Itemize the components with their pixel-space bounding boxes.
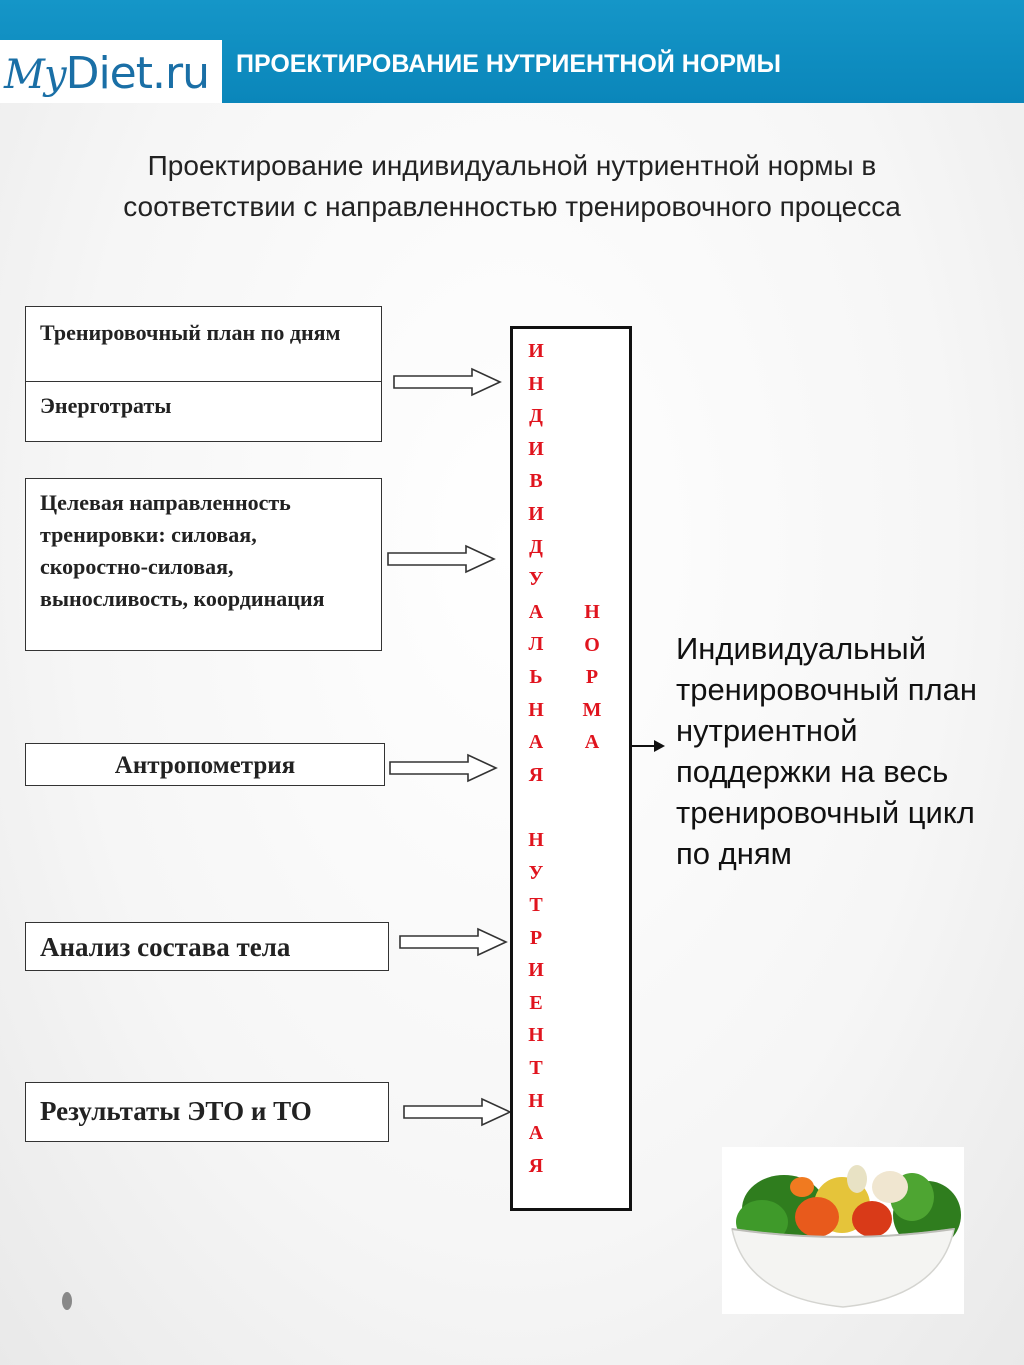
vertical-letter: И: [528, 959, 544, 982]
vertical-letter: Е: [529, 991, 543, 1014]
bullet-dot-icon: [62, 1292, 72, 1310]
vertical-letter: У: [528, 568, 544, 591]
training-focus-label: Целевая направленность тренировки: силовая, скоростно-силовая, выносливость, координация: [40, 490, 325, 611]
arrow-right-icon: [398, 926, 510, 958]
training-plan-label: Тренировочный план по дням: [40, 320, 341, 345]
site-logo[interactable]: [4, 46, 209, 102]
test-results-label: Результаты ЭТО и ТО: [40, 1096, 312, 1126]
result-text: Индивидуальный тренировочный план нутриентной поддержки на весь тренировочный цикл по дням: [676, 631, 977, 871]
vertical-letter: И: [528, 502, 544, 525]
vertical-letter: Н: [584, 601, 600, 623]
vegetable-bowl-image: [722, 1147, 964, 1314]
body-composition-box: [25, 922, 389, 971]
header-title: ПРОЕКТИРОВАНИЕ НУТРИЕНТНОЙ НОРМЫ: [236, 50, 781, 78]
vertical-letter: В: [529, 470, 543, 493]
vertical-letter: Я: [528, 1154, 544, 1177]
vertical-letter: Н: [528, 372, 544, 395]
vertical-letter: Ь: [529, 665, 543, 688]
test-results-box: [25, 1082, 389, 1142]
vertical-letter: Я: [528, 763, 544, 786]
vertical-letter: Т: [529, 894, 543, 917]
body-composition-label: Анализ состава тела: [40, 932, 291, 962]
arrow-right-icon: [386, 543, 498, 575]
vertical-text-individual-nutrient: [521, 335, 551, 1182]
vertical-letter: Д: [529, 405, 543, 428]
vertical-letter: Д: [529, 535, 543, 558]
training-focus-box: [25, 478, 382, 651]
arrow-right-icon: [632, 738, 666, 754]
vertical-letter: М: [582, 698, 602, 721]
vertical-letter: О: [584, 633, 600, 656]
vertical-letter: Н: [528, 698, 544, 721]
training-plan-box: [25, 306, 382, 442]
energy-expenditure-label: Энерготраты: [40, 393, 172, 418]
box-divider: [26, 381, 381, 382]
vertical-letter: [521, 791, 551, 824]
vertical-letter: Л: [528, 633, 544, 656]
vertical-letter: Н: [528, 1089, 544, 1112]
vertical-letter: И: [528, 340, 544, 362]
vertical-letter: А: [528, 1122, 544, 1145]
vertical-letter: А: [584, 731, 600, 754]
arrow-right-icon: [388, 752, 500, 784]
logo-text: Diet.ru: [65, 48, 209, 99]
arrow-right-icon: [402, 1096, 514, 1128]
vertical-letter: Р: [585, 666, 599, 689]
vertical-text-norm: [577, 596, 607, 759]
vertical-letter: А: [528, 731, 544, 754]
vertical-letter: А: [528, 600, 544, 623]
arrow-right-icon: [392, 366, 504, 398]
anthropometry-box: [25, 743, 385, 786]
vertical-letter: Н: [528, 1024, 544, 1047]
page-title: Проектирование индивидуальной нутриентной нормы в соответствии с направленностью тренировочного процесса: [123, 150, 901, 222]
anthropometry-label: Антропометрия: [114, 752, 296, 779]
vertical-letter: И: [528, 437, 544, 460]
vertical-letter: Т: [529, 1057, 543, 1080]
vertical-letter: У: [528, 861, 544, 884]
vertical-letter: Н: [528, 828, 544, 851]
vertical-letter: Р: [529, 926, 543, 949]
individual-nutrient-norm-box: [510, 326, 632, 1211]
logo-prefix: My: [4, 52, 66, 98]
